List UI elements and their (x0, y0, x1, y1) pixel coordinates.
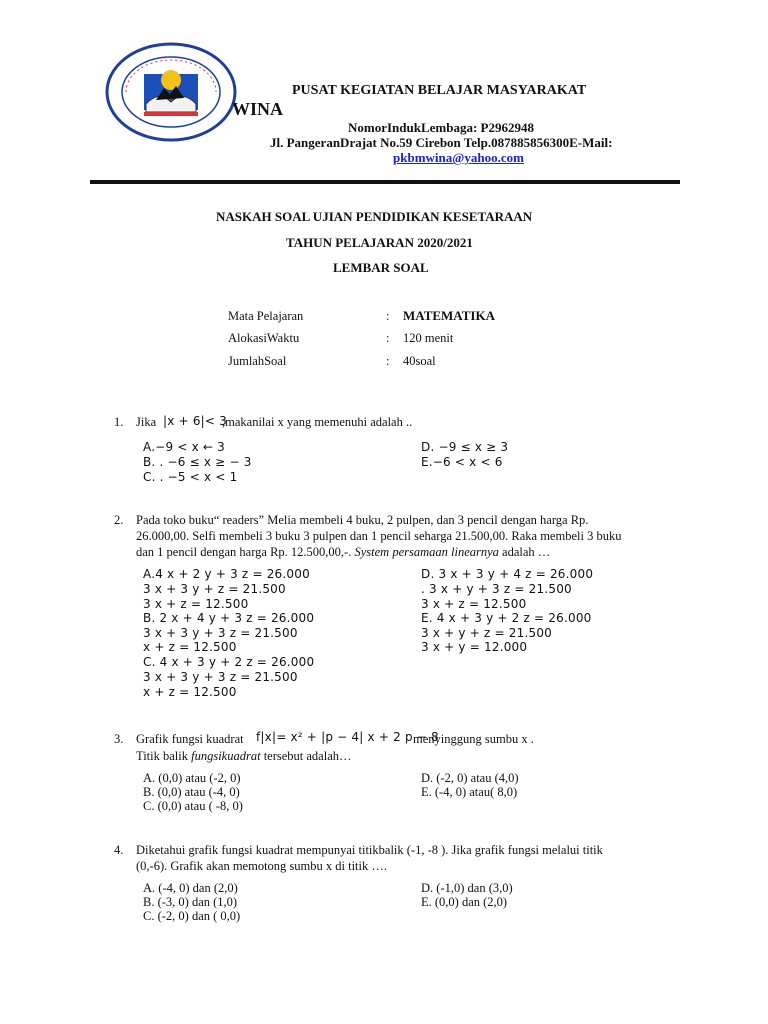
q3-option-e: E. (-4, 0) atau( 8,0) (421, 785, 518, 799)
q2-left-line: x + z = 12.500 (143, 640, 237, 654)
q1-option-a: A.−9 < x ← 3 (143, 440, 226, 454)
info-sep: : (386, 331, 390, 345)
q2-left-line: 3 x + 3 y + 3 z = 21.500 (143, 670, 298, 684)
question-number: 3. (114, 732, 124, 746)
q4-option-e: E. (0,0) dan (2,0) (421, 895, 508, 909)
question-number: 1. (114, 415, 124, 429)
q2-left-line: 3 x + 3 y + 3 z = 21.500 (143, 626, 298, 640)
header-divider (90, 180, 680, 184)
info-label: JumlahSoal (228, 354, 287, 368)
q2-left-line: B. 2 x + 4 y + 3 z = 26.000 (143, 611, 315, 625)
q3-line-2-italic: fungsikuadrat (191, 749, 261, 763)
q1-expression: |x + 6|< 3 (163, 414, 228, 428)
address: Jl. PangeranDrajat No.59 Cirebon Telp.087885856300E-Mail: (270, 135, 613, 150)
info-sep: : (386, 354, 390, 368)
question-number: 4. (114, 843, 124, 857)
info-value: 120 menit (403, 331, 454, 345)
q2-left-line: A.4 x + 2 y + 3 z = 26.000 (143, 567, 310, 581)
q1-text-pre: Jika (136, 415, 157, 429)
q4-line-2: (0,-6). Grafik akan memotong sumbu x di titik …. (136, 859, 388, 873)
q1-text-post: ,makanilai x yang memenuhi adalah .. (222, 415, 413, 429)
info-label: Mata Pelajaran (228, 309, 304, 323)
question-number: 2. (114, 513, 124, 527)
q1-option-d: D. −9 ≤ x ≥ 3 (421, 440, 509, 454)
org-name: PUSAT KEGIATAN BELAJAR MASYARAKAT (292, 83, 587, 98)
q2-line-2: 26.000,00. Selfi membeli 3 buku 3 pulpen dan 1 pencil seharga 21.500,00. Raka membeli 3 buku (136, 529, 622, 543)
q3-option-c: C. (0,0) atau ( -8, 0) (143, 799, 243, 813)
pkbm-logo (104, 42, 238, 142)
q2-line-3-post: adalah … (502, 545, 551, 559)
q4-line-1: Diketahui grafik fungsi kuadrat mempunyai titikbalik (-1, -8 ). Jika grafik fungsi melalui titik (136, 843, 603, 857)
q2-left-line: C. 4 x + 3 y + 2 z = 26.000 (143, 655, 315, 669)
q2-left-line: 3 x + z = 12.500 (143, 597, 249, 611)
q2-line-1: Pada toko buku“ readers” Melia membeli 4 buku, 2 pulpen, dan 3 pencil dengan harga Rp. (136, 513, 589, 527)
q2-right-line: 3 x + y = 12.000 (421, 640, 528, 654)
q3-line-2-pre: Titik balik (136, 749, 188, 763)
q3-line-2 (136, 749, 352, 764)
q1-option-b: B. . −6 ≤ x ≥ − 3 (143, 455, 252, 469)
q2-right-line: . 3 x + y + 3 z = 21.500 (421, 582, 572, 596)
q3-option-d: D. (-2, 0) atau (4,0) (421, 771, 519, 785)
q2-right-line: 3 x + y + z = 21.500 (421, 626, 552, 640)
q2-right-line: D. 3 x + 3 y + 4 z = 26.000 (421, 567, 594, 581)
info-label: AlokasiWaktu (228, 331, 300, 345)
q4-option-d: D. (-1,0) dan (3,0) (421, 881, 513, 895)
doc-title-3: LEMBAR SOAL (333, 260, 429, 275)
q2-left-line: x + z = 12.500 (143, 685, 237, 699)
info-value: MATEMATIKA (403, 308, 495, 323)
org-wina: WINA (232, 99, 284, 119)
q3-text-post: menyinggung sumbu x . (413, 732, 534, 746)
q4-option-b: B. (-3, 0) dan (1,0) (143, 895, 238, 909)
info-sep: : (386, 309, 390, 323)
info-value: 40soal (403, 354, 436, 368)
nomor-induk: NomorIndukLembaga: P2962948 (348, 120, 534, 135)
q1-option-e: E.−6 < x < 6 (421, 455, 503, 469)
q2-left-line: 3 x + 3 y + z = 21.500 (143, 582, 286, 596)
q4-option-a: A. (-4, 0) dan (2,0) (143, 881, 238, 895)
q3-expression: f|x|= x² + |p − 4| x + 2 p − 8 (256, 730, 439, 744)
doc-title-2: TAHUN PELAJARAN 2020/2021 (286, 235, 473, 250)
q2-line-3-pre: dan 1 pencil dengan harga Rp. 12.500,00,-. (136, 545, 352, 559)
q2-right-line: 3 x + z = 12.500 (421, 597, 527, 611)
doc-title-1: NASKAH SOAL UJIAN PENDIDIKAN KESETARAAN (216, 209, 533, 224)
q4-option-c: C. (-2, 0) dan ( 0,0) (143, 909, 241, 923)
email-link[interactable]: pkbmwina@yahoo.com (393, 150, 524, 165)
q2-line-3-italic: System persamaan linearnya (354, 545, 499, 559)
q3-option-a: A. (0,0) atau (-2, 0) (143, 771, 241, 785)
q2-line-3 (136, 545, 550, 560)
q1-option-c: C. . −5 < x < 1 (143, 470, 238, 484)
q3-option-b: B. (0,0) atau (-4, 0) (143, 785, 240, 799)
q3-text-pre: Grafik fungsi kuadrat (136, 732, 244, 746)
q2-right-line: E. 4 x + 3 y + 2 z = 26.000 (421, 611, 592, 625)
q3-line-2-post: tersebut adalah… (263, 749, 352, 763)
